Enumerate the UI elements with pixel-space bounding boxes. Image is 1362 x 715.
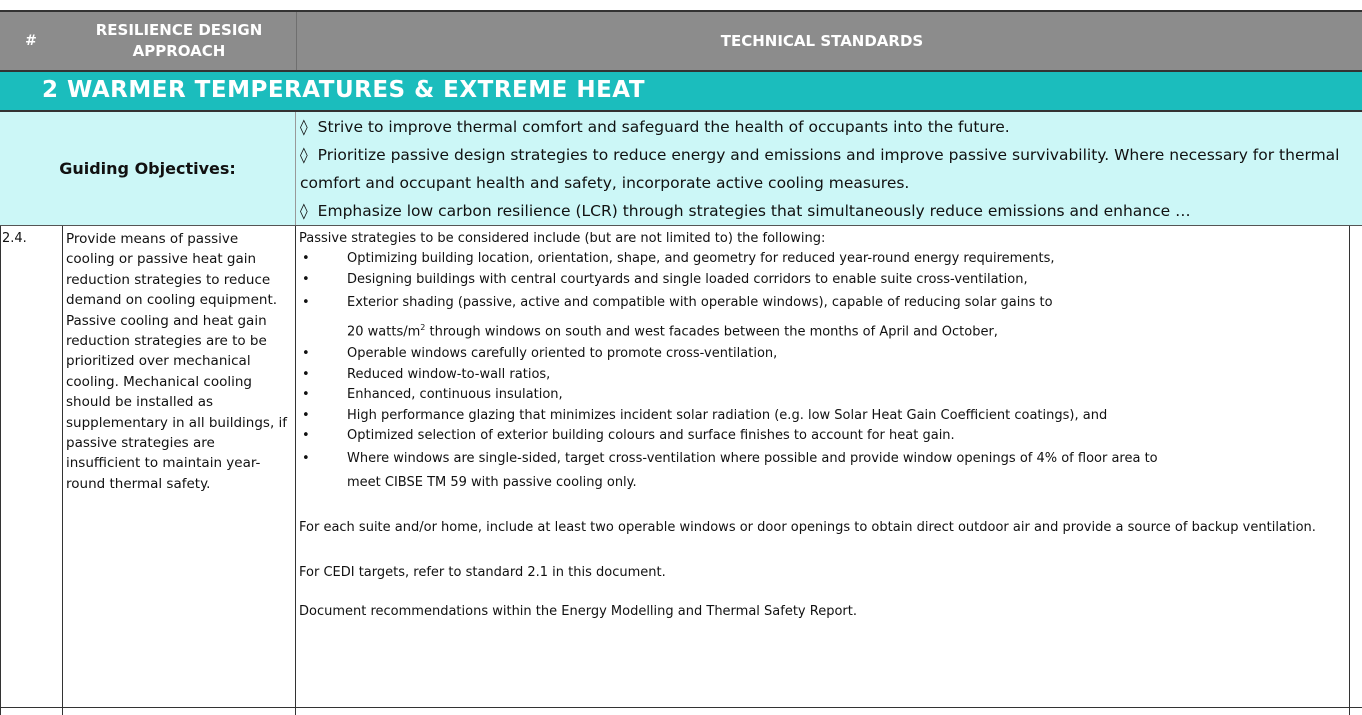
header-approach[interactable]: RESILIENCE DESIGN APPROACH <box>95 21 263 60</box>
column-divider <box>62 226 63 715</box>
bullet-icon: • <box>302 387 310 403</box>
bullet-icon: • <box>302 428 310 444</box>
paragraph-backup-ventilation: For each suite and/or home, include at least two operable windows or door openings to obtain direct outdoor air and provide a source of backup ventilation. <box>299 519 1316 535</box>
diamond-bullet-icon: ◊ <box>300 118 308 136</box>
list-item: • Designing buildings with central courtyards and single loaded corridors to enable suite cross-ventilation, <box>299 270 1349 291</box>
list-item: • Exterior shading (passive, active and compatible with operable windows), capable of reducing solar gains to 20 watts/$m^2$ through windows on south and west facades between the months of April and October, <box>299 290 1349 344</box>
list-item: • High performance glazing that minimizes incident solar radiation (e.g. low Solar Heat Gain Coefficient coatings), and <box>299 406 1349 427</box>
design-approach-cell[interactable]: Provide means of passive cooling or passive heat gain reduction strategies to reduce demand on cooling equipment. Passive cooling and heat gain reduction strategies are to be prioritized over mechanical cooling. Mechanical cooling should be installed as supplementary in all buildings, if passive strategies are insufficient to maintain year-round thermal safety. <box>66 231 288 492</box>
header-standards[interactable]: TECHNICAL STANDARDS <box>296 12 1347 70</box>
bullet-icon: • <box>302 346 310 362</box>
column-divider <box>0 226 1 715</box>
list-item: • Operable windows carefully oriented to promote cross-ventilation, <box>299 344 1349 365</box>
column-divider <box>295 226 296 715</box>
section-banner[interactable] <box>0 70 1362 112</box>
objectives-list[interactable] <box>300 113 1350 225</box>
bullet-icon: • <box>302 366 310 382</box>
list-item: • Enhanced, continuous insulation, <box>299 385 1349 406</box>
list-item: • Optimized selection of exterior building colours and surface finishes to account for heat gain. <box>299 426 1349 447</box>
list-item: • Optimizing building location, orientation, shape, and geometry for reduced year-round energy requirements, <box>299 249 1349 270</box>
list-item: • Reduced window-to-wall ratios, <box>299 365 1349 386</box>
paragraph-cedi-targets: For CEDI targets, refer to standard 2.1 in this document. <box>299 564 666 580</box>
section-title: 2 WARMER TEMPERATURES & EXTREME HEAT <box>42 77 646 103</box>
bullet-icon: • <box>302 450 310 466</box>
objective-item <box>300 113 1350 141</box>
objective-text: Emphasize low carbon resilience (LCR) through strategies that simultaneously reduce emissions and enhance … <box>317 202 1191 220</box>
objective-text: Strive to improve thermal comfort and safeguard the health of occupants into the future. <box>317 118 1010 136</box>
column-divider <box>1349 226 1350 715</box>
list-item: • Where windows are single-sided, target cross-ventilation where possible and provide window openings of 4% of floor area to meet CIBSE TM 59 with passive cooling only. <box>299 447 1349 495</box>
objective-item <box>300 141 1350 197</box>
row-number[interactable]: 2.4. <box>2 231 27 246</box>
technical-standards-cell[interactable] <box>299 229 1349 624</box>
header-number[interactable]: # <box>25 33 37 49</box>
bullet-icon: • <box>302 251 310 266</box>
bullet-icon: • <box>302 295 310 310</box>
header-row <box>0 10 1362 70</box>
bullet-icon: • <box>302 271 310 287</box>
table-bottom-border <box>0 707 1362 708</box>
paragraph-document-recommendations: Document recommendations within the Energy Modelling and Thermal Safety Report. <box>299 603 857 619</box>
bullet-icon: • <box>302 407 310 423</box>
table-row <box>0 226 1362 715</box>
standards-intro: Passive strategies to be considered include (but are not limited to) the following: <box>299 231 826 246</box>
objective-text: Prioritize passive design strategies to reduce energy and emissions and improve passive survivability. Where necessary for thermal comfort and occupant health and safety, incorporate active cooling measures. <box>300 146 1340 192</box>
strategies-list <box>299 249 1349 495</box>
objective-item <box>300 197 1350 225</box>
objectives-row <box>0 112 1362 226</box>
shading-continuation: 20 watts/$m^2$ through windows on south and west facades between the months of April and October, <box>347 323 998 340</box>
diamond-bullet-icon: ◊ <box>300 146 308 164</box>
objectives-label[interactable]: Guiding Objectives: <box>0 112 296 225</box>
diamond-bullet-icon: ◊ <box>300 202 308 220</box>
